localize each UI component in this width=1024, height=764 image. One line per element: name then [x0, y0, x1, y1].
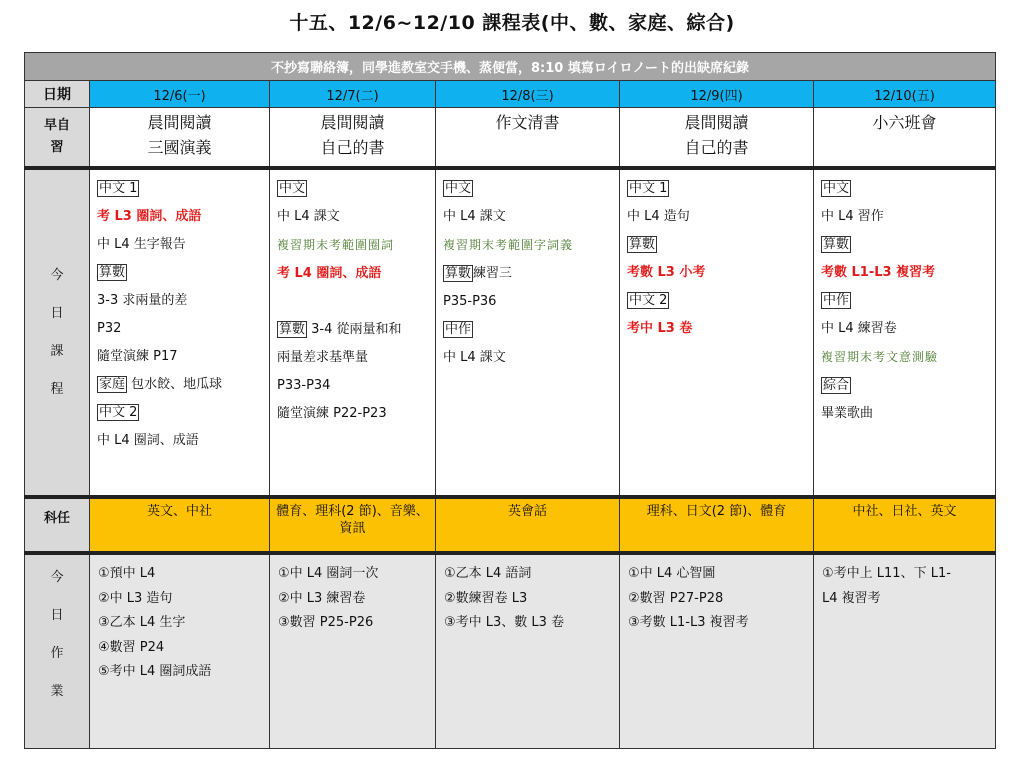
subject-tag: 算數 — [445, 266, 472, 281]
morning-cell — [620, 108, 814, 169]
course-label-char: 今 — [50, 267, 64, 283]
lesson-line — [97, 175, 263, 203]
subject-tag: 中作 — [823, 293, 850, 308]
homework-item: ②數習 P27-P28 — [628, 590, 724, 606]
subject-tag: 算數 — [99, 265, 126, 280]
lesson-text: 包水餃、地瓜球 — [127, 377, 223, 392]
lesson-cell — [90, 168, 270, 497]
lesson-line — [821, 175, 989, 203]
review-text: 複習期末考文意測驗 — [821, 350, 939, 364]
lesson-text: P35-P36 — [443, 294, 497, 309]
homework-item: ①預中 L4 — [98, 566, 156, 581]
notice-banner: 不抄寫聯絡簿，同學進教室交手機、蒸便當，8:10 填寫ロイロノート的出缺席紀錄 — [25, 53, 996, 81]
subject-tag: 中文 — [823, 181, 850, 196]
subject-tag: 綜合 — [823, 378, 850, 393]
review-text: 複習期末考範圍圈詞 — [277, 238, 395, 252]
lesson-cell — [436, 168, 620, 497]
schedule-table — [24, 52, 996, 749]
morning-line: 晨間閱讀 — [147, 113, 212, 132]
lesson-line — [97, 343, 263, 371]
lesson-text: 3-3 求兩量的差 — [97, 293, 188, 308]
homework-label-char: 日 — [50, 608, 64, 623]
homework-item: ③考中 L3、數 L3 卷 — [444, 615, 565, 630]
lesson-line — [627, 259, 807, 287]
homework-cell — [814, 553, 996, 749]
lesson-text: 中 L4 生字報告 — [97, 237, 186, 252]
lesson-line — [277, 400, 429, 428]
lesson-line — [627, 315, 807, 343]
homework-label-char: 今 — [50, 570, 64, 585]
subject-cell: 英文、中社 — [90, 497, 270, 553]
lesson-line — [277, 372, 429, 400]
morning-line: 三國演義 — [147, 138, 212, 157]
homework-item: ③數習 P25-P26 — [278, 615, 374, 630]
review-text: 複習期末考範圍字詞義 — [443, 238, 574, 252]
lesson-line — [443, 231, 613, 260]
subject-tag: 中文 2 — [99, 405, 138, 420]
morning-line: 小六班會 — [872, 113, 937, 132]
homework-cell — [90, 553, 270, 749]
morning-cell — [436, 108, 620, 169]
lesson-line — [443, 260, 613, 288]
lesson-line — [97, 259, 263, 287]
homework-item: ①乙本 L4 語詞 — [444, 566, 532, 581]
lesson-line — [97, 371, 263, 399]
page-title: 十五、12/6~12/10 課程表(中、數、家庭、綜合) — [289, 12, 735, 34]
course-label — [25, 168, 90, 497]
lesson-line — [97, 231, 263, 259]
homework-item: ③乙本 L4 生字 — [98, 615, 186, 630]
day-header-tue: 12/7(二) — [270, 81, 436, 108]
homework-item: ④數習 P24 — [98, 639, 165, 655]
homework-item: ①考中上 L11、下 L1- — [822, 566, 951, 581]
lesson-line — [277, 288, 429, 316]
lesson-text: 練習三 — [473, 266, 513, 281]
homework-item: ②中 L3 練習卷 — [278, 590, 366, 606]
morning-line: 自己的書 — [684, 138, 749, 157]
morning-line: 作文清書 — [495, 113, 560, 132]
lesson-line — [443, 203, 613, 231]
lesson-text: 中 L4 造句 — [627, 209, 690, 224]
lesson-cell — [270, 168, 436, 497]
lesson-text: 隨堂演練 P17 — [97, 349, 178, 364]
homework-item: ③考數 L1-L3 複習考 — [628, 615, 749, 630]
subject-tag: 算數 — [823, 237, 850, 252]
course-label-char: 日 — [50, 305, 64, 321]
lesson-line — [821, 372, 989, 400]
morning-line: 晨間閱讀 — [684, 113, 749, 132]
subject-tag: 算數 — [629, 237, 656, 252]
lesson-line — [443, 288, 613, 316]
lesson-line — [97, 427, 263, 455]
lesson-line — [821, 203, 989, 231]
subject-cell: 體育、理科(2 節)、音樂、資訊 — [270, 497, 436, 553]
homework-item: L4 複習考 — [822, 590, 881, 606]
subject-tag: 家庭 — [99, 377, 126, 392]
lesson-line — [821, 259, 989, 287]
morning-label: 早自習 — [25, 108, 90, 169]
lesson-cell — [814, 168, 996, 497]
course-label-char: 課 — [50, 343, 64, 359]
lesson-line — [821, 287, 989, 315]
lesson-line — [443, 344, 613, 372]
homework-item: ②數練習卷 L3 — [444, 590, 528, 606]
morning-cell — [814, 108, 996, 169]
subject-tag: 中文 1 — [629, 181, 668, 196]
homework-cell — [436, 553, 620, 749]
homework-item: ①中 L4 圈詞一次 — [278, 566, 379, 581]
lesson-text: 隨堂演練 P22-P23 — [277, 406, 387, 421]
lesson-text: 中 L4 課文 — [277, 209, 340, 224]
lesson-line — [443, 175, 613, 203]
lesson-line — [821, 343, 989, 372]
lesson-line — [627, 175, 807, 203]
lesson-text: P33-P34 — [277, 378, 331, 393]
lesson-line — [277, 175, 429, 203]
morning-line: 晨間閱讀 — [320, 113, 385, 132]
subject-tag: 中作 — [445, 322, 472, 337]
lesson-line — [821, 315, 989, 343]
homework-item: ②中 L3 造句 — [98, 590, 173, 606]
subject-tag: 中文 2 — [629, 293, 668, 308]
lesson-text: 中 L4 圈詞、成語 — [97, 433, 199, 448]
subject-tag: 中文 1 — [99, 181, 138, 196]
subject-cell: 英會話 — [436, 497, 620, 553]
lesson-line — [277, 260, 429, 288]
lesson-text: 中 L4 練習卷 — [821, 321, 897, 336]
lesson-line — [97, 203, 263, 231]
lesson-line — [627, 231, 807, 259]
course-label-char: 程 — [50, 381, 64, 397]
lesson-line — [277, 231, 429, 260]
day-header-fri: 12/10(五) — [814, 81, 996, 108]
lesson-line — [627, 287, 807, 315]
lesson-line — [627, 203, 807, 231]
quiz-text: 考數 L1-L3 複習考 — [821, 265, 936, 280]
lesson-line — [97, 399, 263, 427]
lesson-text: P32 — [97, 321, 122, 336]
homework-cell — [620, 553, 814, 749]
lesson-text: 中 L4 課文 — [443, 350, 506, 365]
subject-cell: 理科、日文(2 節)、體育 — [620, 497, 814, 553]
subject-tag: 中文 — [279, 181, 306, 196]
lesson-line — [821, 231, 989, 259]
homework-label — [25, 553, 90, 749]
lesson-line — [277, 344, 429, 372]
lesson-line — [97, 315, 263, 343]
subject-cell: 中社、日社、英文 — [814, 497, 996, 553]
morning-cell — [90, 108, 270, 169]
date-label: 日期 — [25, 81, 90, 108]
quiz-text: 考數 L3 小考 — [627, 265, 706, 280]
morning-cell — [270, 108, 436, 169]
lesson-text: 畢業歌曲 — [821, 406, 874, 421]
lesson-line — [277, 316, 429, 344]
day-header-wed: 12/8(三) — [436, 81, 620, 108]
lesson-text: 中 L4 習作 — [821, 209, 884, 224]
quiz-text: 考中 L3 卷 — [627, 321, 693, 336]
lesson-line — [97, 287, 263, 315]
homework-label-char: 作 — [50, 646, 64, 661]
lesson-line — [821, 400, 989, 428]
subject-tag: 算數 — [279, 322, 306, 337]
morning-line: 自己的書 — [320, 138, 385, 157]
subject-tag: 中文 — [445, 181, 472, 196]
subject-label: 科任 — [25, 497, 90, 553]
homework-item: ①中 L4 心智圖 — [628, 566, 716, 581]
lesson-text: 兩量差求基準量 — [277, 350, 369, 365]
homework-label-char: 業 — [50, 684, 64, 699]
lesson-line — [277, 203, 429, 231]
lesson-cell — [620, 168, 814, 497]
lesson-line — [443, 316, 613, 344]
quiz-text: 考 L4 圈詞、成語 — [277, 266, 382, 281]
quiz-text: 考 L3 圈詞、成語 — [97, 209, 202, 224]
lesson-text: 3-4 從兩量和和 — [307, 322, 402, 337]
homework-item: ⑤考中 L4 圈詞成語 — [98, 664, 212, 679]
homework-cell — [270, 553, 436, 749]
day-header-thu: 12/9(四) — [620, 81, 814, 108]
day-header-mon: 12/6(一) — [90, 81, 270, 108]
lesson-text: 中 L4 課文 — [443, 209, 506, 224]
